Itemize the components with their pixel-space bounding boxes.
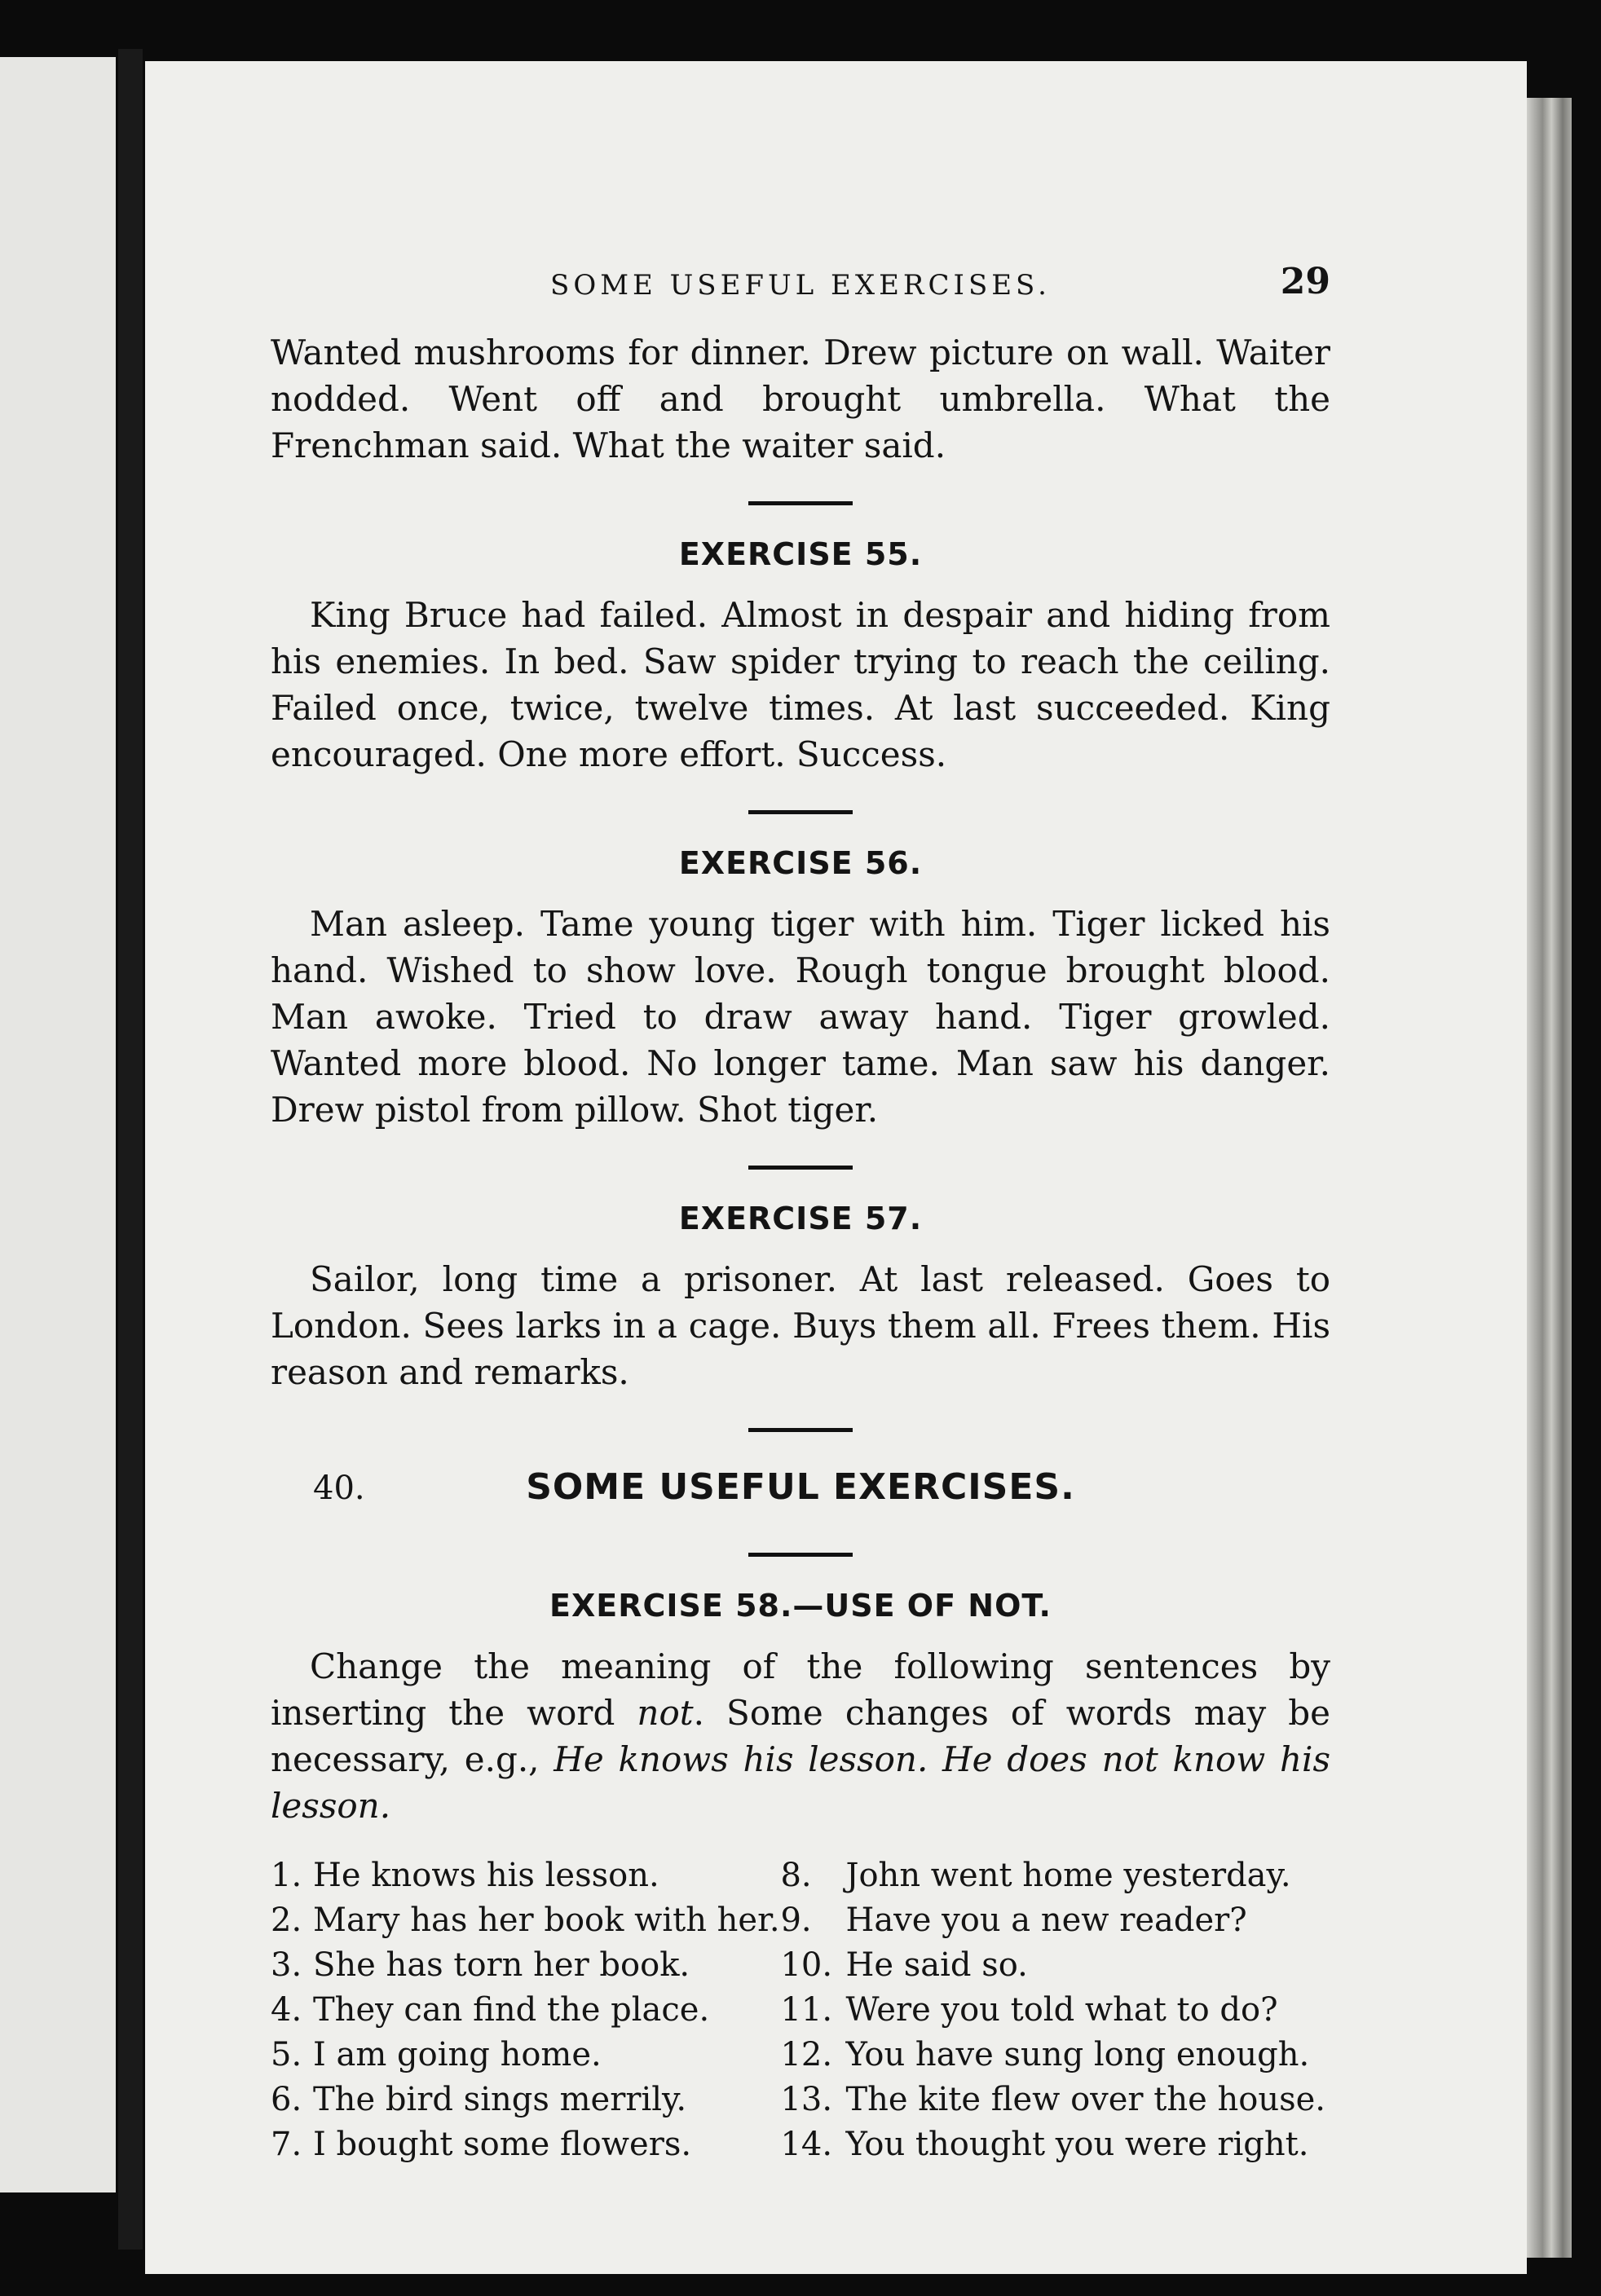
divider-rule <box>748 810 853 814</box>
sentence-number: 7. <box>271 2126 302 2163</box>
sentence-text: I am going home. <box>313 2036 602 2073</box>
exercise-56-heading: EXERCISE 56. <box>678 845 923 881</box>
sentence-number: 1. <box>271 1857 302 1894</box>
divider-rule <box>748 1166 853 1170</box>
sentence-number: 8. <box>780 1857 812 1894</box>
sentence-item <box>271 2078 780 2122</box>
sentence-item <box>780 1853 1325 1898</box>
sentence-column-right <box>780 1853 1325 2167</box>
exercise-55-heading: EXERCISE 55. <box>678 536 923 572</box>
sentence-text: She has torn her book. <box>313 1946 690 1984</box>
page-content <box>271 261 1330 2167</box>
sentence-number: 11. <box>780 1991 833 2029</box>
sentence-text: Were you told what to do? <box>845 1991 1278 2029</box>
divider-rule <box>748 1428 853 1432</box>
exercise-57-heading: EXERCISE 57. <box>678 1201 923 1236</box>
instruction-keyword: not <box>637 1693 694 1733</box>
sentence-number: 2. <box>271 1902 302 1939</box>
page-stack-edge <box>1527 98 1572 2258</box>
left-page-edge <box>0 57 116 2192</box>
divider-rule <box>748 501 853 505</box>
sentence-text: Have you a new reader? <box>845 1902 1247 1939</box>
sentence-number: 6. <box>271 2081 302 2118</box>
sentence-item <box>271 1853 780 1898</box>
exercise-58-heading: EXERCISE 58.—USE OF NOT. <box>549 1588 1052 1624</box>
sentence-item <box>271 1943 780 1988</box>
sentence-text: He said so. <box>845 1946 1028 1984</box>
sentence-item <box>780 1898 1325 1943</box>
running-head <box>271 261 1330 310</box>
sentence-item <box>780 1943 1325 1988</box>
sentence-text: I bought some flowers. <box>313 2126 692 2163</box>
section-number: 40. <box>313 1470 365 1507</box>
divider-rule <box>748 1553 853 1557</box>
sentence-list <box>271 1853 1330 2167</box>
sentence-number: 10. <box>780 1946 833 1984</box>
sentence-item <box>271 1988 780 2033</box>
sentence-text: They can find the place. <box>313 1991 710 2029</box>
sentence-number: 9. <box>780 1902 812 1939</box>
sentence-item <box>780 2078 1325 2122</box>
section-title: SOME USEFUL EXERCISES. <box>526 1466 1075 1508</box>
exercise-57-text: Sailor, long time a prisoner. At last released. Goes to London. Sees larks in a cage. Buys them all. Frees them. His reason and remarks. <box>271 1259 1330 1392</box>
sentence-item <box>780 1988 1325 2033</box>
sentence-text: John went home yesterday. <box>845 1857 1291 1894</box>
sentence-text: The bird sings merrily. <box>313 2081 687 2118</box>
page-number: 29 <box>1280 261 1330 302</box>
sentence-item <box>271 1898 780 1943</box>
sentence-number: 12. <box>780 2036 833 2073</box>
sentence-column-left <box>271 1853 780 2167</box>
sentence-number: 4. <box>271 1991 302 2029</box>
sentence-item <box>271 2033 780 2078</box>
sentence-text: You thought you were right. <box>845 2126 1309 2163</box>
sentence-number: 13. <box>780 2081 833 2118</box>
book-gutter <box>118 49 143 2250</box>
sentence-text: The kite flew over the house. <box>845 2081 1325 2118</box>
sentence-number: 5. <box>271 2036 302 2073</box>
sentence-item <box>780 2122 1325 2167</box>
intro-paragraph: Wanted mushrooms for dinner. Drew picture on wall. Waiter nodded. Went off and brought umbrella. What the Frenchman said. What the waiter said. <box>271 333 1330 465</box>
sentence-text: Mary has her book with her. <box>313 1902 780 1939</box>
running-title: SOME USEFUL EXERCISES. <box>550 269 1051 302</box>
exercise-55-text: King Bruce had failed. Almost in despair and hiding from his enemies. In bed. Saw spider trying to reach the ceiling. Failed once, twice, twelve times. At last succeeded. King encouraged. One more effort. Success. <box>271 595 1330 774</box>
instruction-text-before: Change the meaning of the following sentences by inserting the word <box>271 1646 1330 1733</box>
instruction-text-after: . Some changes of words may be necessary, e.g., <box>271 1693 1330 1779</box>
sentence-number: 3. <box>271 1946 302 1984</box>
sentence-item <box>780 2033 1325 2078</box>
section-heading <box>271 1463 1330 1520</box>
sentence-text: You have sung long enough. <box>845 2036 1310 2073</box>
exercise-56-text: Man asleep. Tame young tiger with him. Tiger licked his hand. Wished to show love. Rough tongue brought blood. Man awoke. Tried to draw away hand. Tiger growled. Wanted more blood. No longer tame. Man saw his danger. Drew pistol from pillow. Shot tiger. <box>271 904 1330 1130</box>
sentence-text: He knows his lesson. <box>313 1857 659 1894</box>
instruction-example: He knows his lesson. He does not know his lesson. <box>271 1739 1330 1826</box>
sentence-number: 14. <box>780 2126 833 2163</box>
exercise-58-instruction <box>271 1643 1330 1829</box>
sentence-item <box>271 2122 780 2167</box>
